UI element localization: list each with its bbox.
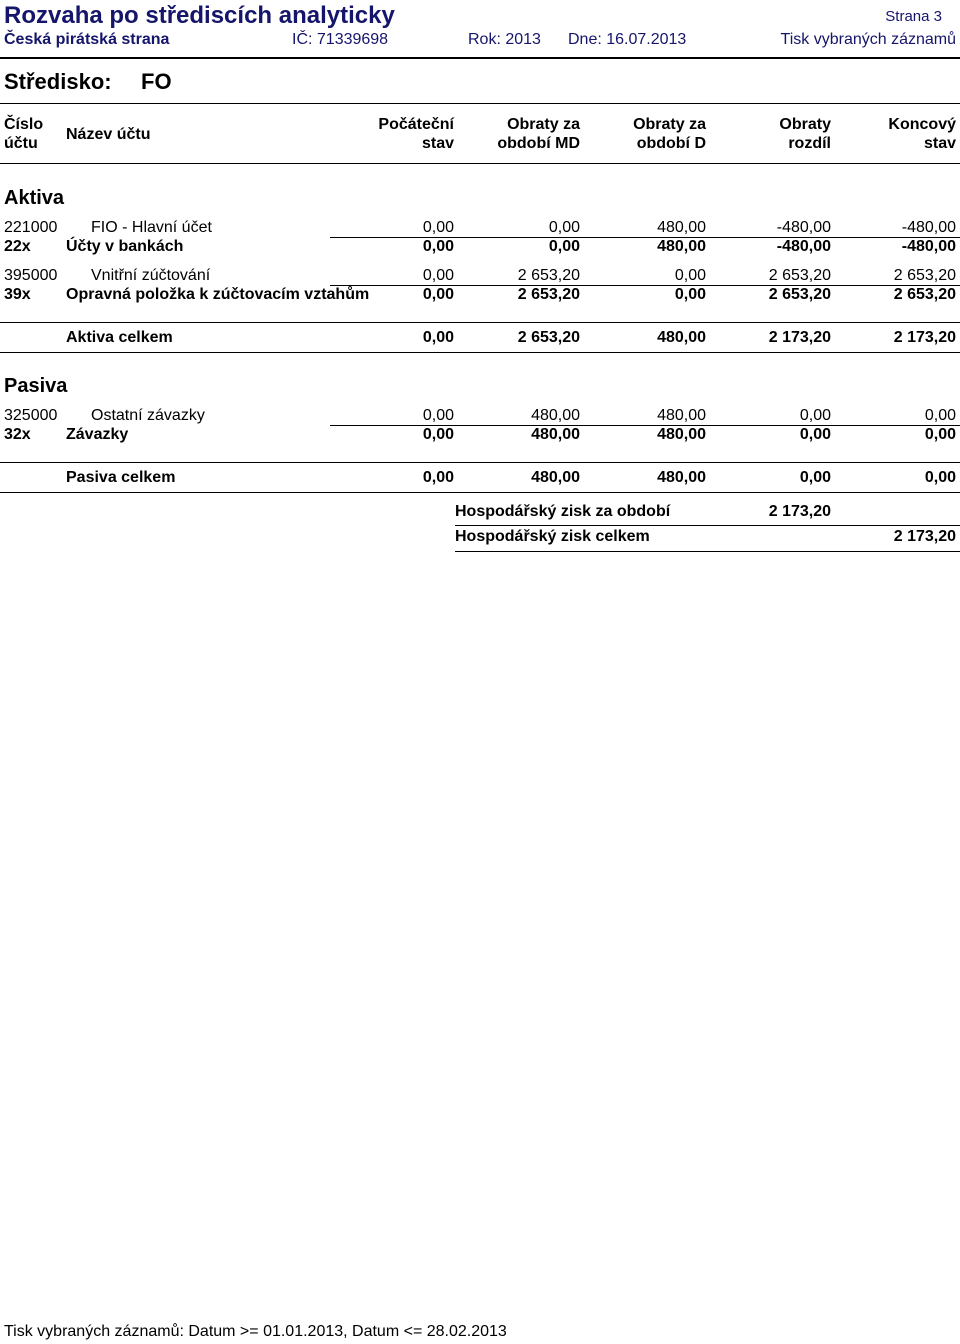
period-profit-label: Hospodářský zisk za období <box>455 503 671 520</box>
liabilities-total-row <box>0 468 960 487</box>
total-bottom-line <box>0 352 960 353</box>
account-group: 39x <box>4 286 31 303</box>
assets-total-row <box>0 328 960 347</box>
total-bottom-line <box>0 492 960 493</box>
account-number: 395000 <box>4 267 58 284</box>
turnover-difference: 0,00 <box>799 469 831 486</box>
column-account-number: Číslo účtu <box>4 116 44 152</box>
column-opening-balance: Počáteční stav <box>378 116 454 152</box>
header-divider <box>0 57 960 59</box>
report-date: Dne: 16.07.2013 <box>568 31 687 48</box>
account-group-name: Závazky <box>66 426 129 443</box>
turnover-difference: 0,00 <box>799 407 831 424</box>
print-selection-label: Tisk vybraných záznamů <box>780 31 956 48</box>
turnover-d: 480,00 <box>657 426 706 443</box>
turnover-md: 480,00 <box>531 426 580 443</box>
total-top-line <box>0 322 960 323</box>
turnover-d: 480,00 <box>657 407 706 424</box>
total-profit-value: 2 173,20 <box>893 528 956 545</box>
account-group-name: Opravná položka k zúčtovacím vztahům <box>66 286 370 303</box>
turnover-md: 0,00 <box>548 238 580 255</box>
total-label: Pasiva celkem <box>66 469 176 486</box>
report-year: Rok: 2013 <box>468 31 541 48</box>
account-number: 221000 <box>4 219 58 236</box>
opening-balance: 0,00 <box>422 219 454 236</box>
turnover-difference: 2 173,20 <box>768 329 831 346</box>
account-group: 32x <box>4 426 31 443</box>
column-turnover-d: Obraty za období D <box>633 116 706 152</box>
account-group-name: Účty v bankách <box>66 238 184 255</box>
opening-balance: 0,00 <box>422 267 454 284</box>
turnover-md: 2 653,20 <box>517 267 580 284</box>
account-name: Vnitřní zúčtování <box>91 267 211 284</box>
profit-bottom-line <box>455 551 960 552</box>
table-row <box>0 285 960 304</box>
turnover-d: 0,00 <box>674 267 706 284</box>
page-number: Strana 3 <box>885 8 942 25</box>
account-name: FIO - Hlavní účet <box>91 219 212 236</box>
center-label: Středisko: <box>4 69 112 94</box>
turnover-md: 480,00 <box>531 469 580 486</box>
opening-balance: 0,00 <box>422 238 454 255</box>
column-closing-balance: Koncový stav <box>888 116 956 152</box>
account-number: 325000 <box>4 407 58 424</box>
total-label: Aktiva celkem <box>66 329 173 346</box>
period-profit-value: 2 173,20 <box>768 503 831 520</box>
turnover-difference: -480,00 <box>776 238 831 255</box>
table-row <box>0 218 960 237</box>
column-header-top-line <box>0 103 960 104</box>
organization-id: IČ: 71339698 <box>292 31 389 48</box>
turnover-difference: -480,00 <box>776 219 831 236</box>
column-turnover-md: Obraty za období MD <box>497 116 580 152</box>
report-title: Rozvaha po střediscích analyticky <box>4 2 395 29</box>
liabilities-section-title: Pasiva <box>4 375 68 397</box>
turnover-md: 2 653,20 <box>517 329 580 346</box>
center-value: FO <box>141 69 172 94</box>
opening-balance: 0,00 <box>422 469 454 486</box>
column-header-bottom-line <box>0 163 960 164</box>
turnover-difference: 0,00 <box>799 426 831 443</box>
column-account-name: Název účtu <box>66 126 151 143</box>
organization-name: Česká pirátská strana <box>4 31 170 48</box>
turnover-md: 0,00 <box>548 219 580 236</box>
total-top-line <box>0 462 960 463</box>
turnover-d: 480,00 <box>657 469 706 486</box>
closing-balance: 0,00 <box>924 407 956 424</box>
closing-balance: 0,00 <box>924 469 956 486</box>
closing-balance: -480,00 <box>901 219 956 236</box>
closing-balance: 2 653,20 <box>893 286 956 303</box>
opening-balance: 0,00 <box>422 426 454 443</box>
profit-divider <box>455 525 960 526</box>
opening-balance: 0,00 <box>422 329 454 346</box>
turnover-difference: 2 653,20 <box>768 286 831 303</box>
turnover-d: 0,00 <box>674 286 706 303</box>
closing-balance: 2 173,20 <box>893 329 956 346</box>
account-group: 22x <box>4 238 31 255</box>
account-name: Ostatní závazky <box>91 407 205 424</box>
table-row <box>0 425 960 444</box>
footer-filter-text: Tisk vybraných záznamů: Datum >= 01.01.2013, Datum <= 28.02.2013 <box>4 1323 507 1340</box>
total-profit-label: Hospodářský zisk celkem <box>455 528 650 545</box>
assets-section-title: Aktiva <box>4 187 65 209</box>
turnover-d: 480,00 <box>657 329 706 346</box>
turnover-md: 2 653,20 <box>517 286 580 303</box>
table-row <box>0 266 960 285</box>
closing-balance: -480,00 <box>901 238 956 255</box>
turnover-d: 480,00 <box>657 238 706 255</box>
table-row <box>0 237 960 256</box>
turnover-md: 480,00 <box>531 407 580 424</box>
opening-balance: 0,00 <box>422 286 454 303</box>
turnover-d: 480,00 <box>657 219 706 236</box>
opening-balance: 0,00 <box>422 407 454 424</box>
closing-balance: 0,00 <box>924 426 956 443</box>
closing-balance: 2 653,20 <box>893 267 956 284</box>
turnover-difference: 2 653,20 <box>768 267 831 284</box>
column-turnover-difference: Obraty rozdíl <box>779 116 831 152</box>
table-row <box>0 406 960 425</box>
